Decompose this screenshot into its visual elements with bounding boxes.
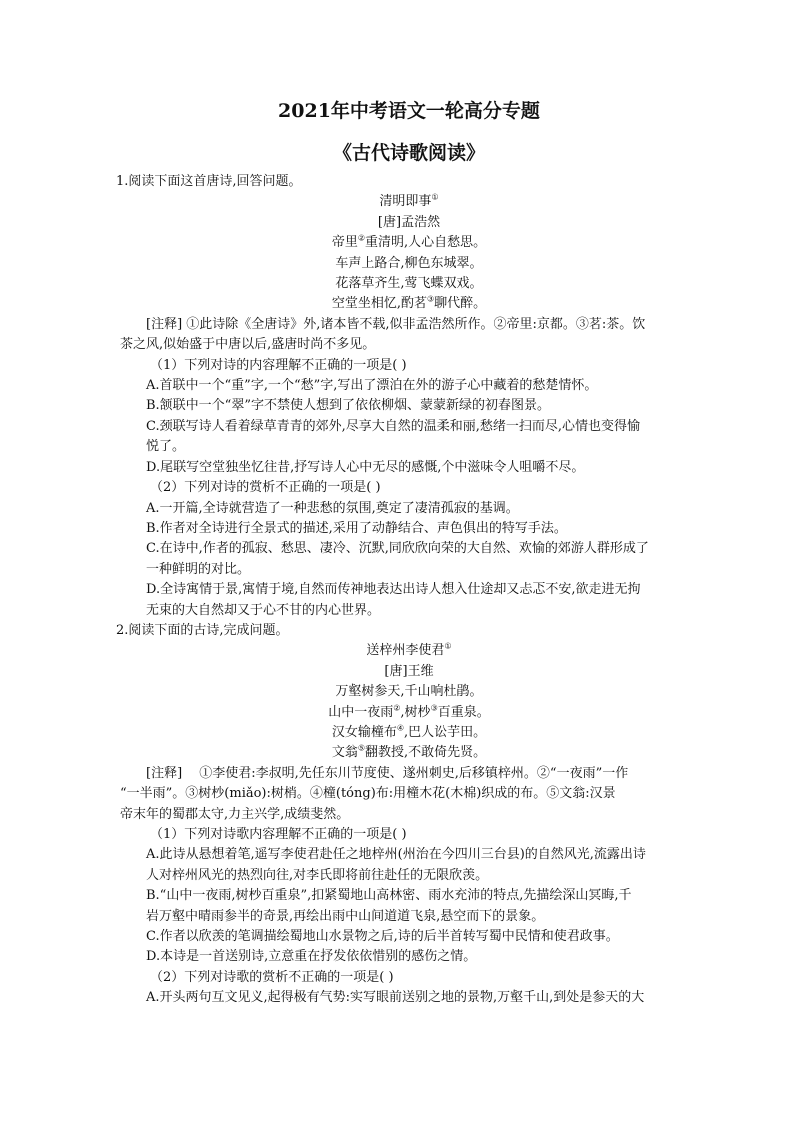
- q1-subquestion-2: （2）下列对诗的赏析不正确的一项是( ): [150, 480, 381, 496]
- poem-2-title: 送梓州李使君①: [366, 642, 452, 659]
- q1-2-option-d-cont: 无束的大自然却又于心不甘的内心世界。: [146, 602, 381, 618]
- q2-1-option-a: A.此诗从悬想着笔,遥写李使君赴任之地梓州(州治在今四川三台县)的自然风光,流露出诗: [146, 847, 646, 863]
- q2-1-option-c: C.作者以欣羡的笔调描绘蜀地山水景物之后,诗的后半首转写蜀中民情和使君政事。: [146, 929, 619, 945]
- q1-1-option-a: A.首联中一个“重”字,一个“愁”字,写出了漂泊在外的游子心中藏着的愁楚情怀。: [146, 378, 598, 394]
- q1-2-option-c-cont: 一种鲜明的对比。: [146, 561, 251, 577]
- q2-1-option-d: D.本诗是一首送别诗,立意重在抒发依依惜别的感伤之情。: [146, 949, 477, 965]
- q1-2-option-a: A.一开篇,全诗就营造了一种悲愁的氛围,奠定了凄清孤寂的基调。: [146, 500, 519, 516]
- poem-1-line-3: 花落草齐生,莺飞蝶双戏。: [335, 276, 483, 292]
- q2-1-option-b: B.“山中一夜雨,树杪百重泉”,扣紧蜀地山高林密、雨水充沛的特点,先描绘深山冥晦,千: [146, 888, 632, 904]
- poem-2-note-line-2: “一半雨”。③树杪(miǎo):树梢。④橦(tóng)布:用橦木花(木棉)织成的布。⑤文翁:汉景: [120, 786, 616, 802]
- question-2-prompt: 2.阅读下面的古诗,完成问题。: [116, 622, 289, 638]
- poem-1-note-line-2: 茶之风,似始盛于中唐以后,盛唐时尚不多见。: [120, 337, 376, 353]
- q2-2-option-a: A.开头两句互文见义,起得极有气势:实写眼前送别之地的景物,万壑千山,到处是参天的大: [146, 990, 645, 1006]
- q1-2-option-c: C.在诗中,作者的孤寂、愁思、凄冷、沉默,同欣欣向荣的大自然、欢愉的郊游人群形成了: [146, 541, 649, 557]
- q1-subquestion-1: （1）下列对诗的内容理解不正确的一项是( ): [150, 357, 407, 373]
- document-subtitle: 《古代诗歌阅读》: [332, 142, 485, 164]
- poem-2-line-1: 万壑树参天,千山响杜鹃。: [335, 684, 483, 700]
- question-1: [116, 172, 698, 621]
- poem-1-line-1: 帝里②重清明,人心自愁思。: [331, 233, 487, 251]
- poem-1-title: 清明即事①: [379, 193, 439, 210]
- poem-2-note-line-3: 帝末年的蜀郡太守,力主兴学,成绩斐然。: [120, 806, 350, 822]
- poem-2-author: [唐]王维: [384, 663, 434, 679]
- document-title: 2021年中考语文一轮高分专题: [278, 100, 540, 122]
- q1-2-option-d: D.全诗寓情于景,寓情于境,自然而传神地表达出诗人想入仕途却又忐忑不安,欲走进无拘: [146, 582, 641, 598]
- q2-subquestion-2: （2）下列对诗歌的赏析不正确的一项是( ): [150, 969, 394, 985]
- poem-2-line-3: 汉女输橦布④,巴人讼芋田。: [331, 723, 487, 740]
- poem-1-note-line-1: [注释] ①此诗除《全唐诗》外,诸本皆不载,似非孟浩然所作。②帝里:京都。③茗:茶。饮: [146, 316, 646, 332]
- poem-2-note-line-1: [注释] ①李使君:李叔明,先任东川节度使、遂州刺史,后移镇梓州。②“一夜雨”一作: [146, 765, 629, 781]
- q1-1-option-c: C.颈联写诗人看着绿草青青的郊外,尽享大自然的温柔和丽,愁绪一扫而尽,心情也变得愉: [146, 418, 641, 434]
- poem-1-line-4: 空堂坐相忆,酌茗③聊代醉。: [331, 295, 487, 312]
- q2-1-option-b-cont: 岩万壑中晴雨参半的奇景,再绘出雨中山间道道飞泉,悬空而下的景象。: [146, 908, 545, 924]
- q2-1-option-a-cont: 人对梓州风光的热烈向往,对李氏即将前往赴任的无限欣羡。: [146, 867, 489, 883]
- poem-1-line-2: 车声上路合,柳色东城翠。: [335, 255, 483, 271]
- q1-1-option-c-cont: 悦了。: [146, 439, 186, 455]
- poem-2-line-2: 山中一夜雨②,树杪③百重泉。: [328, 703, 490, 720]
- q2-subquestion-1: （1）下列对诗歌内容理解不正确的一项是( ): [150, 827, 407, 842]
- q1-1-option-d: D.尾联写空堂独坐忆往昔,抒写诗人心中无尽的感慨,个中滋味令人咀嚼不尽。: [146, 459, 585, 475]
- q1-1-option-b: B.颔联中一个“翠”字不禁使人想到了依依柳烟、蒙蒙新绿的初春图景。: [146, 398, 550, 414]
- q1-2-option-b: B.作者对全诗进行全景式的描述,采用了动静结合、声色俱出的特写手法。: [146, 520, 567, 536]
- poem-1-author: [唐]孟浩然: [377, 214, 441, 230]
- question-2: [116, 621, 698, 1009]
- poem-2-line-4: 文翁⑤翻教授,不敢倚先贤。: [331, 744, 487, 761]
- question-1-prompt: 1.阅读下面这首唐诗,回答问题。: [116, 174, 302, 189]
